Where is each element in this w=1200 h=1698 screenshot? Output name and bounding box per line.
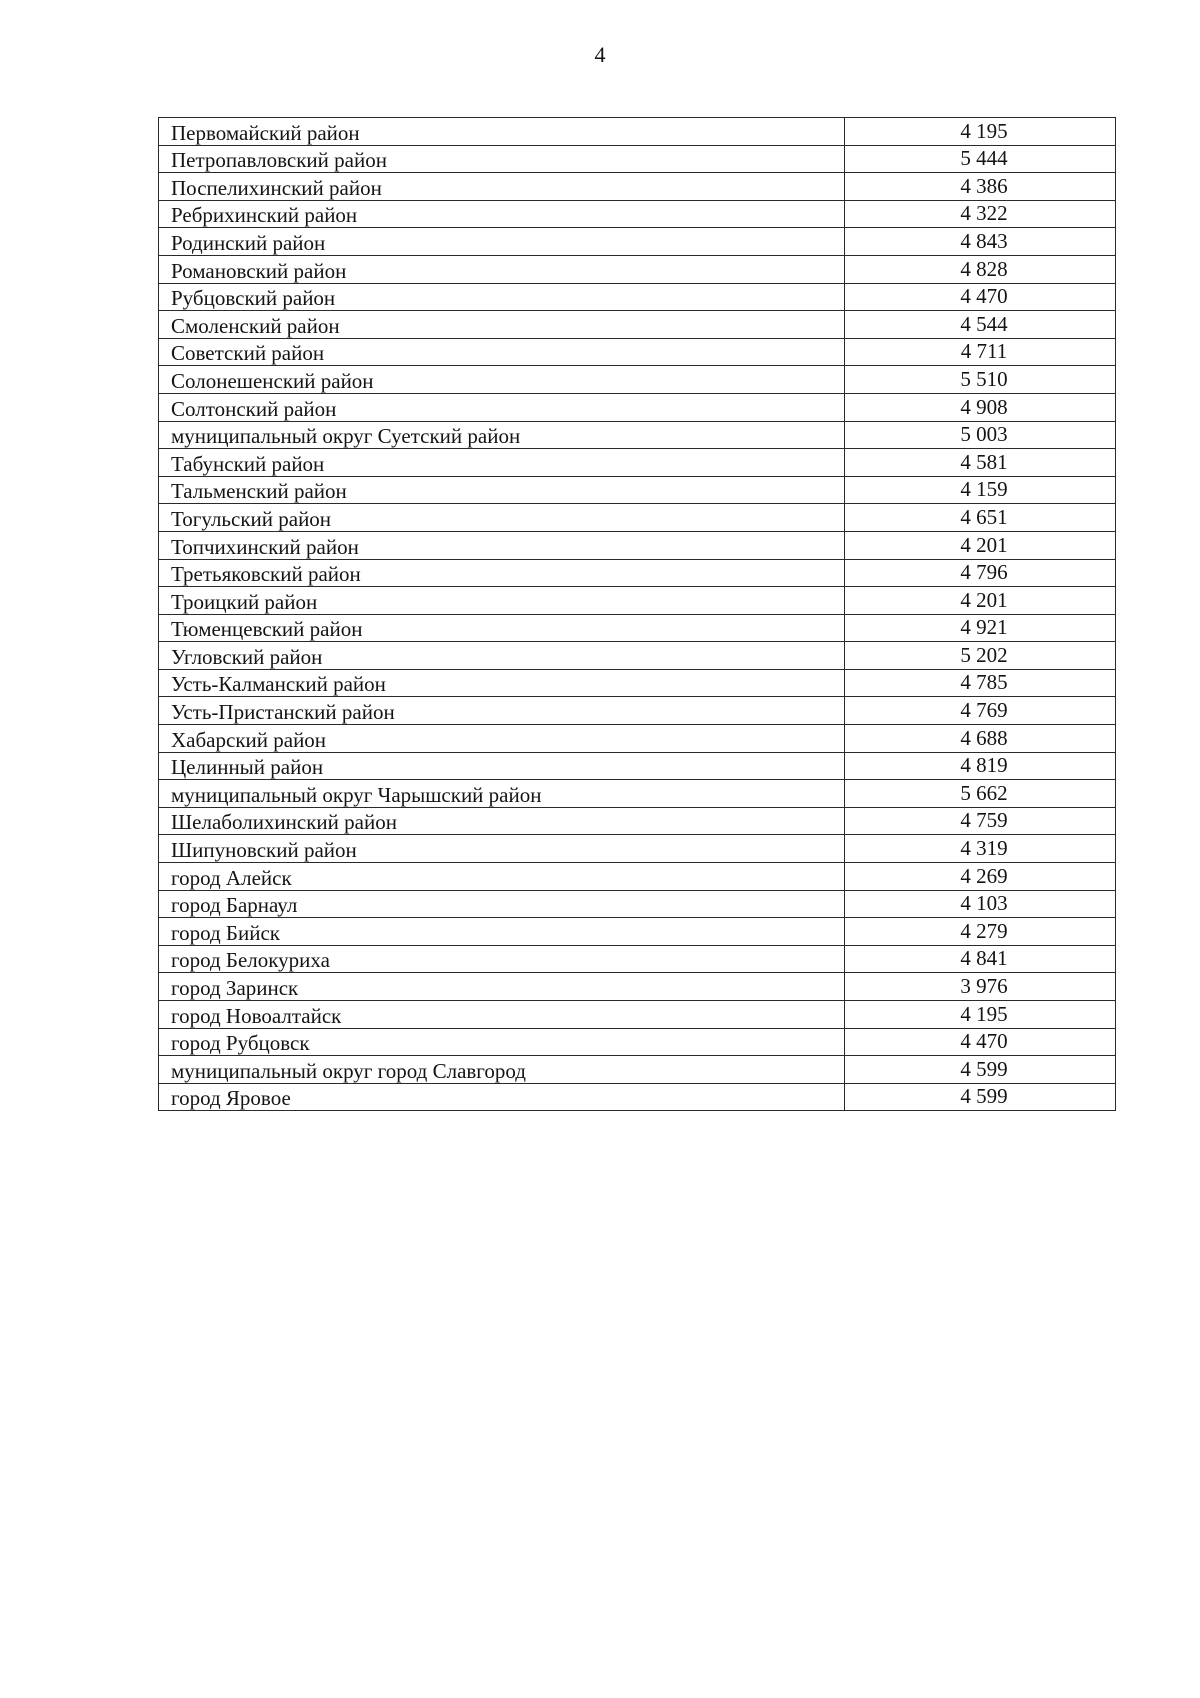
table-row — [159, 531, 1116, 559]
municipality-name: Троицкий район — [159, 587, 845, 615]
municipality-name: город Яровое — [159, 1083, 845, 1111]
municipality-value: 4 581 — [845, 449, 1116, 477]
municipality-name: Солонешенский район — [159, 366, 845, 394]
table-row — [159, 835, 1116, 863]
municipality-value: 4 651 — [845, 504, 1116, 532]
municipality-value: 4 195 — [845, 1001, 1116, 1029]
municipality-name: Родинский район — [159, 228, 845, 256]
municipality-value: 4 688 — [845, 725, 1116, 753]
table-row — [159, 890, 1116, 918]
municipality-value: 4 470 — [845, 1028, 1116, 1056]
municipality-name: Тальменский район — [159, 476, 845, 504]
municipality-name: Поспелихинский район — [159, 173, 845, 201]
municipality-value: 3 976 — [845, 973, 1116, 1001]
municipality-name: Советский район — [159, 338, 845, 366]
table-row — [159, 476, 1116, 504]
municipality-name: Петропавловский район — [159, 145, 845, 173]
municipality-name: Тогульский район — [159, 504, 845, 532]
municipality-name: Третьяковский район — [159, 559, 845, 587]
table-row — [159, 863, 1116, 891]
municipality-value: 4 544 — [845, 311, 1116, 339]
table-row — [159, 642, 1116, 670]
municipality-value: 4 599 — [845, 1083, 1116, 1111]
municipality-value: 4 599 — [845, 1056, 1116, 1084]
municipality-name: Рубцовский район — [159, 283, 845, 311]
municipality-value: 4 279 — [845, 918, 1116, 946]
municipality-value: 4 470 — [845, 283, 1116, 311]
table-row — [159, 504, 1116, 532]
table-body — [159, 118, 1116, 1111]
municipality-value: 4 269 — [845, 863, 1116, 891]
table-row — [159, 200, 1116, 228]
table-row — [159, 780, 1116, 808]
municipality-name: город Барнаул — [159, 890, 845, 918]
municipality-value: 4 103 — [845, 890, 1116, 918]
municipality-name: Романовский район — [159, 255, 845, 283]
municipality-name: Усть-Калманский район — [159, 669, 845, 697]
table-row — [159, 752, 1116, 780]
municipality-value: 4 841 — [845, 945, 1116, 973]
table-row — [159, 255, 1116, 283]
table-row — [159, 173, 1116, 201]
municipality-name: Смоленский район — [159, 311, 845, 339]
municipality-name: город Алейск — [159, 863, 845, 891]
municipality-value: 5 510 — [845, 366, 1116, 394]
municipality-name: муниципальный округ город Славгород — [159, 1056, 845, 1084]
municipality-name: город Рубцовск — [159, 1028, 845, 1056]
table-row — [159, 311, 1116, 339]
table-row — [159, 1083, 1116, 1111]
municipality-name: Угловский район — [159, 642, 845, 670]
municipality-name: муниципальный округ Суетский район — [159, 421, 845, 449]
table-row — [159, 1001, 1116, 1029]
municipality-name: Хабарский район — [159, 725, 845, 753]
table-row — [159, 587, 1116, 615]
municipality-value: 4 908 — [845, 393, 1116, 421]
table-row — [159, 918, 1116, 946]
municipality-name: Первомайский район — [159, 118, 845, 146]
municipality-name: город Новоалтайск — [159, 1001, 845, 1029]
table-row — [159, 283, 1116, 311]
municipality-name: Целинный район — [159, 752, 845, 780]
table-row — [159, 145, 1116, 173]
municipality-value: 4 195 — [845, 118, 1116, 146]
municipality-value: 4 769 — [845, 697, 1116, 725]
table-row — [159, 421, 1116, 449]
table-row — [159, 118, 1116, 146]
table-row — [159, 697, 1116, 725]
table-row — [159, 338, 1116, 366]
municipality-name: Шелаболихинский район — [159, 807, 845, 835]
table-row — [159, 449, 1116, 477]
municipality-value: 5 202 — [845, 642, 1116, 670]
municipality-value: 4 201 — [845, 587, 1116, 615]
municipality-value: 4 159 — [845, 476, 1116, 504]
municipality-value: 5 662 — [845, 780, 1116, 808]
municipality-value: 4 322 — [845, 200, 1116, 228]
page-number: 4 — [594, 42, 606, 67]
municipality-value: 4 819 — [845, 752, 1116, 780]
table-row — [159, 393, 1116, 421]
municipality-value: 4 386 — [845, 173, 1116, 201]
table-row — [159, 725, 1116, 753]
municipality-name: Шипуновский район — [159, 835, 845, 863]
table-row — [159, 1028, 1116, 1056]
table-row — [159, 807, 1116, 835]
table-row — [159, 228, 1116, 256]
municipality-value: 4 828 — [845, 255, 1116, 283]
municipality-value: 4 796 — [845, 559, 1116, 587]
municipality-value: 5 003 — [845, 421, 1116, 449]
municipality-value: 4 759 — [845, 807, 1116, 835]
municipality-value: 4 921 — [845, 614, 1116, 642]
table-row — [159, 973, 1116, 1001]
municipality-name: Ребрихинский район — [159, 200, 845, 228]
municipality-value: 5 444 — [845, 145, 1116, 173]
municipality-name: Тюменцевский район — [159, 614, 845, 642]
table-row — [159, 559, 1116, 587]
municipality-value: 4 201 — [845, 531, 1116, 559]
municipality-value: 4 785 — [845, 669, 1116, 697]
allocation-table — [158, 117, 1116, 1111]
table-row — [159, 1056, 1116, 1084]
municipality-value: 4 711 — [845, 338, 1116, 366]
allocation-table-container — [158, 117, 1115, 1111]
municipality-name: город Бийск — [159, 918, 845, 946]
municipality-name: Табунский район — [159, 449, 845, 477]
municipality-name: Солтонский район — [159, 393, 845, 421]
municipality-name: Топчихинский район — [159, 531, 845, 559]
table-row — [159, 614, 1116, 642]
municipality-value: 4 319 — [845, 835, 1116, 863]
table-row — [159, 366, 1116, 394]
municipality-value: 4 843 — [845, 228, 1116, 256]
table-row — [159, 945, 1116, 973]
municipality-name: город Заринск — [159, 973, 845, 1001]
municipality-name: город Белокуриха — [159, 945, 845, 973]
municipality-name: муниципальный округ Чарышский район — [159, 780, 845, 808]
table-row — [159, 669, 1116, 697]
municipality-name: Усть-Пристанский район — [159, 697, 845, 725]
